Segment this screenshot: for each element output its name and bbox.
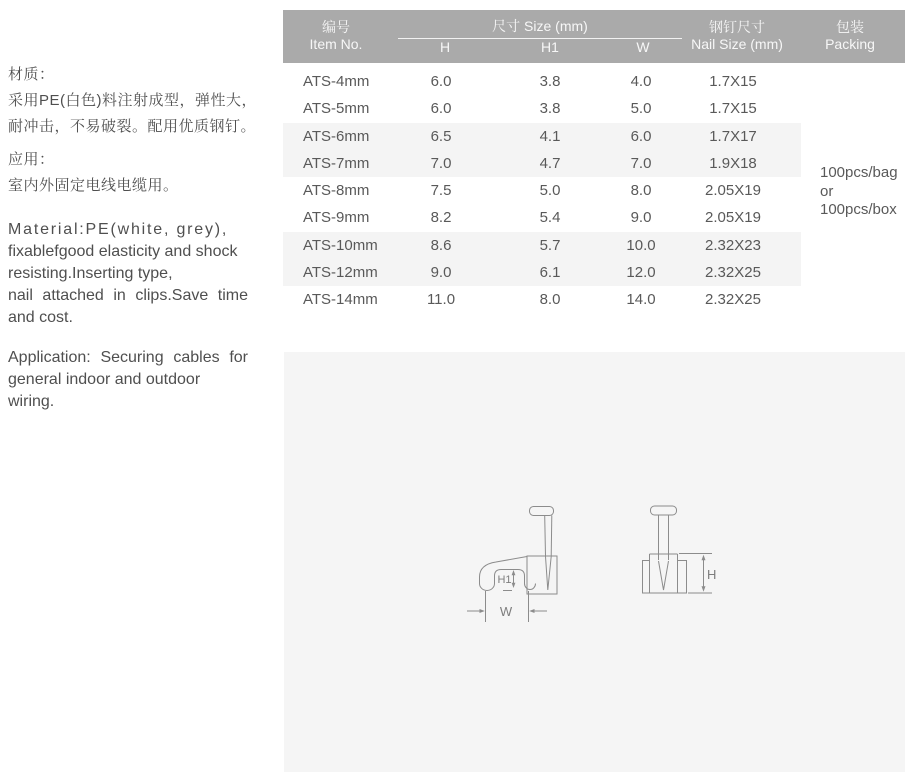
- table-row: [283, 177, 801, 204]
- cell-h1: 3.8: [539, 73, 561, 90]
- cell-w: 9.0: [630, 209, 652, 227]
- column-header-h: H: [439, 39, 451, 55]
- cell-h1: 5.4: [539, 209, 561, 227]
- nail-point-icon: [659, 561, 669, 590]
- cell-h1: 8.0: [539, 291, 561, 309]
- cell-h1: 5.0: [539, 182, 561, 200]
- packing-line: or: [820, 182, 834, 200]
- application-cn-paragraph: [8, 147, 260, 199]
- cell-h: 8.2: [430, 209, 452, 227]
- cell-w: 7.0: [630, 154, 652, 172]
- dimension-h-label: H: [707, 567, 717, 582]
- cell-nail-size: 2.32X25: [705, 264, 761, 282]
- cell-h1: 4.1: [539, 127, 561, 145]
- application-en-line: general indoor and outdoor wiring.: [8, 371, 201, 410]
- column-header-nail: [667, 10, 807, 63]
- cell-item-no: ATS-5mm: [303, 100, 370, 118]
- material-cn-line: 采用PE(白色)料注射成型，弹性大，: [8, 92, 258, 109]
- table-row: [283, 204, 801, 231]
- table-row: [283, 286, 801, 313]
- table-row: [283, 232, 801, 259]
- column-header-w: W: [636, 39, 650, 55]
- cell-item-no: ATS-9mm: [303, 209, 370, 227]
- application-cn-line: 室内外固定电线电缆用。: [8, 177, 179, 194]
- cell-nail-size: 1.7X15: [709, 100, 757, 118]
- cell-item-no: ATS-12mm: [303, 264, 378, 282]
- nail-head-icon: [530, 507, 554, 516]
- cell-item-no: ATS-6mm: [303, 127, 370, 145]
- column-header-size-title: 尺寸 Size (mm): [398, 19, 682, 39]
- dimension-h1-label: H1: [497, 574, 512, 586]
- nail-shaft-icon: [545, 516, 552, 557]
- table-row: [283, 95, 801, 122]
- table-row: [283, 123, 801, 150]
- dimension-h: [679, 554, 716, 594]
- column-header-packing-en: Packing: [825, 36, 875, 52]
- material-en-line: Material:PE(white, grey),: [8, 221, 229, 238]
- table-body: [283, 68, 905, 314]
- cell-nail-size: 2.05X19: [705, 182, 761, 200]
- material-en-line: nail attached in clips.Save time: [8, 287, 248, 304]
- cell-h1: 5.7: [539, 236, 561, 254]
- cell-w: 10.0: [626, 236, 656, 254]
- cell-h1: 4.7: [539, 154, 561, 172]
- dimension-h1: [497, 570, 515, 591]
- column-header-h1: H1: [541, 39, 559, 55]
- cell-w: 14.0: [626, 291, 656, 309]
- clip-block-icon: [527, 556, 557, 594]
- material-en-line: fixablefgood elasticity and shock: [8, 243, 238, 260]
- cell-item-no: ATS-10mm: [303, 236, 378, 254]
- packing-line: 100pcs/bag: [820, 164, 898, 181]
- nail-shaft-icon: [659, 515, 669, 560]
- column-header-nail-cn: 钢钉尺寸: [709, 19, 765, 35]
- cell-w: 12.0: [626, 264, 656, 282]
- cell-h: 7.0: [430, 154, 452, 172]
- table-row: [283, 68, 801, 95]
- cell-nail-size: 1.7X15: [709, 73, 757, 90]
- dimension-w-label: W: [499, 604, 513, 619]
- cell-nail-size: 2.05X19: [705, 209, 761, 227]
- cell-w: 5.0: [630, 100, 652, 118]
- cell-h1: 3.8: [539, 100, 561, 118]
- cell-nail-size: 2.32X23: [705, 236, 761, 254]
- cell-item-no: ATS-7mm: [303, 154, 370, 172]
- cell-h: 6.5: [430, 127, 452, 145]
- cell-nail-size: 1.9X18: [709, 154, 757, 172]
- application-en-paragraph: [8, 347, 248, 413]
- table-row: [283, 259, 801, 286]
- cell-h1: 6.1: [539, 264, 561, 282]
- cell-w: 4.0: [630, 73, 652, 90]
- column-header-item: [286, 10, 386, 63]
- clip-foot-left: [480, 584, 495, 591]
- packing-info: [820, 164, 908, 220]
- cell-h: 9.0: [430, 264, 452, 282]
- diagram-side-view: [643, 506, 717, 593]
- application-en-line: Application: Securing cables for: [8, 349, 248, 366]
- clip-foot-right: [525, 584, 536, 590]
- material-en-paragraph: [8, 219, 248, 329]
- material-cn-line: 耐冲击，不易破裂。配用优质钢钉。: [8, 118, 257, 135]
- cell-item-no: ATS-4mm: [303, 73, 370, 90]
- column-header-nail-en: Nail Size (mm): [691, 36, 783, 52]
- packing-line: 100pcs/box: [820, 201, 897, 218]
- material-cn-paragraph: [8, 62, 260, 140]
- table-header: [283, 10, 905, 63]
- cell-h: 11.0: [426, 291, 456, 309]
- material-en-line: resisting.Inserting type,: [8, 265, 173, 282]
- cell-h: 6.0: [430, 73, 452, 90]
- column-header-size-group: [398, 10, 682, 63]
- cell-h: 8.6: [430, 236, 452, 254]
- column-header-item-cn: 编号: [322, 19, 350, 35]
- cell-w: 8.0: [630, 182, 652, 200]
- material-cn-title: 材质：: [8, 66, 55, 83]
- nail-point-icon: [546, 557, 552, 591]
- cell-item-no: ATS-14mm: [303, 291, 378, 309]
- cell-nail-size: 1.7X17: [709, 127, 757, 145]
- column-header-packing: [795, 10, 905, 63]
- cell-nail-size: 2.32X25: [705, 291, 761, 309]
- cell-item-no: ATS-8mm: [303, 182, 370, 200]
- cell-h: 6.0: [430, 100, 452, 118]
- column-header-item-en: Item No.: [309, 36, 363, 52]
- clip-dimension-diagram: [455, 495, 765, 635]
- nail-head-icon: [651, 506, 677, 515]
- table-row: [283, 150, 801, 177]
- application-cn-title: 应用：: [8, 151, 55, 168]
- cell-h: 7.5: [430, 182, 452, 200]
- column-header-packing-cn: 包装: [836, 19, 864, 35]
- diagram-front-view: [467, 507, 557, 623]
- cell-w: 6.0: [630, 127, 652, 145]
- clip-block-side-icon: [643, 554, 687, 593]
- dimension-w: [467, 591, 547, 622]
- material-en-line: and cost.: [8, 309, 73, 326]
